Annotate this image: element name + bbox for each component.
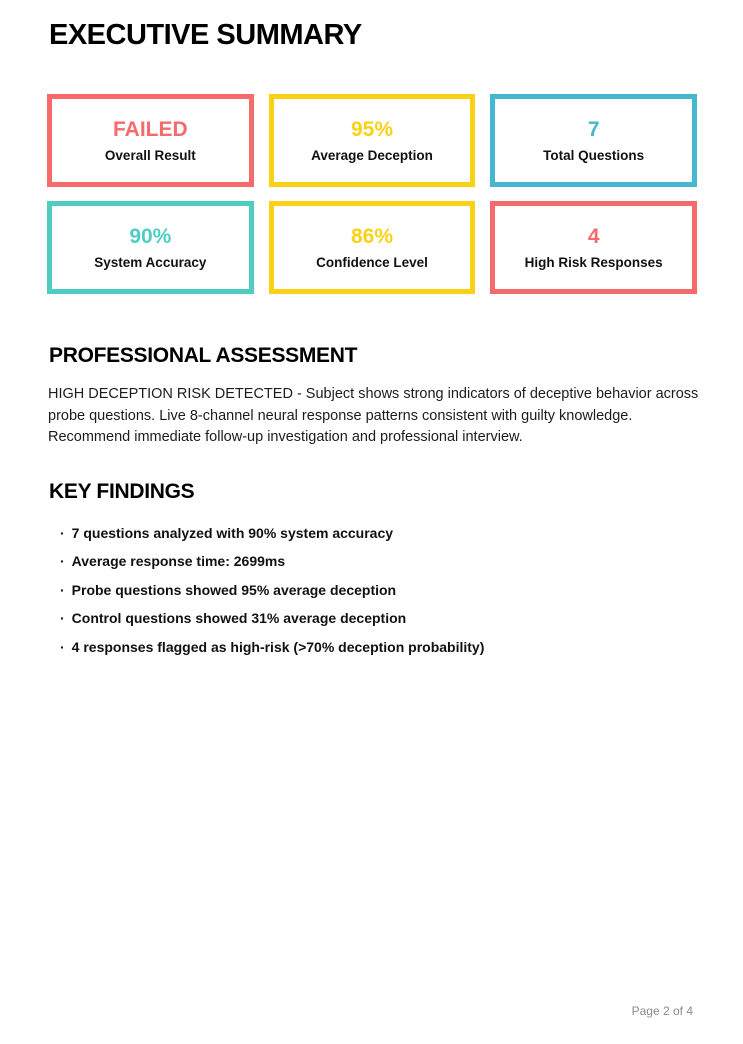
metric-card-system-accuracy	[47, 201, 254, 294]
key-finding-item	[60, 633, 697, 662]
key-finding-text: 7 questions analyzed with 90% system accuracy	[71, 524, 394, 541]
metric-card-high-risk-responses	[490, 201, 697, 294]
key-findings-heading: KEY FINDINGS	[49, 479, 195, 503]
bullet-icon: ·	[60, 524, 65, 541]
key-finding-item	[60, 576, 697, 605]
key-findings-list	[47, 519, 697, 662]
metric-value: 7	[587, 117, 600, 141]
key-finding-item	[60, 604, 697, 633]
metric-value: 95%	[350, 117, 393, 141]
metric-label: High Risk Responses	[524, 254, 663, 270]
key-finding-text: 4 responses flagged as high-risk (>70% deception probability)	[71, 638, 485, 655]
metric-label: Overall Result	[104, 147, 196, 163]
metric-value: 4	[587, 224, 600, 248]
metric-value: 90%	[129, 224, 172, 248]
metric-label: Average Deception	[311, 147, 433, 163]
assessment-body-text: HIGH DECEPTION RISK DETECTED - Subject shows strong indicators of deceptive behavior across probe questions. Live 8-channel neural response patterns consistent with guilty knowledge. Recommend immediate follow-up investigation and professional interview.	[48, 386, 699, 445]
assessment-heading: PROFESSIONAL ASSESSMENT	[49, 344, 358, 367]
bullet-icon: ·	[60, 638, 65, 655]
metric-label: Confidence Level	[316, 254, 428, 270]
key-finding-text: Probe questions showed 95% average deception	[71, 581, 397, 598]
metric-card-average-deception	[269, 94, 476, 187]
bullet-icon: ·	[60, 581, 65, 598]
metric-label: System Accuracy	[94, 254, 207, 270]
page-title: EXECUTIVE SUMMARY	[49, 19, 362, 51]
metric-card-total-questions	[490, 94, 697, 187]
bullet-icon: ·	[60, 553, 65, 569]
key-finding-text: Control questions showed 31% average deception	[71, 610, 407, 626]
metric-label: Total Questions	[543, 147, 645, 163]
key-finding-text: Average response time: 2699ms	[71, 553, 286, 569]
metric-value: FAILED	[112, 117, 188, 141]
metric-value: 86%	[350, 224, 393, 248]
metric-card-overall-result	[47, 94, 254, 187]
metric-card-confidence-level	[269, 201, 476, 294]
metric-card-grid	[47, 94, 697, 294]
bullet-icon: ·	[60, 610, 65, 626]
key-finding-item	[60, 519, 697, 548]
page-number: Page 2 of 4	[631, 1004, 693, 1018]
key-finding-item	[60, 547, 697, 576]
